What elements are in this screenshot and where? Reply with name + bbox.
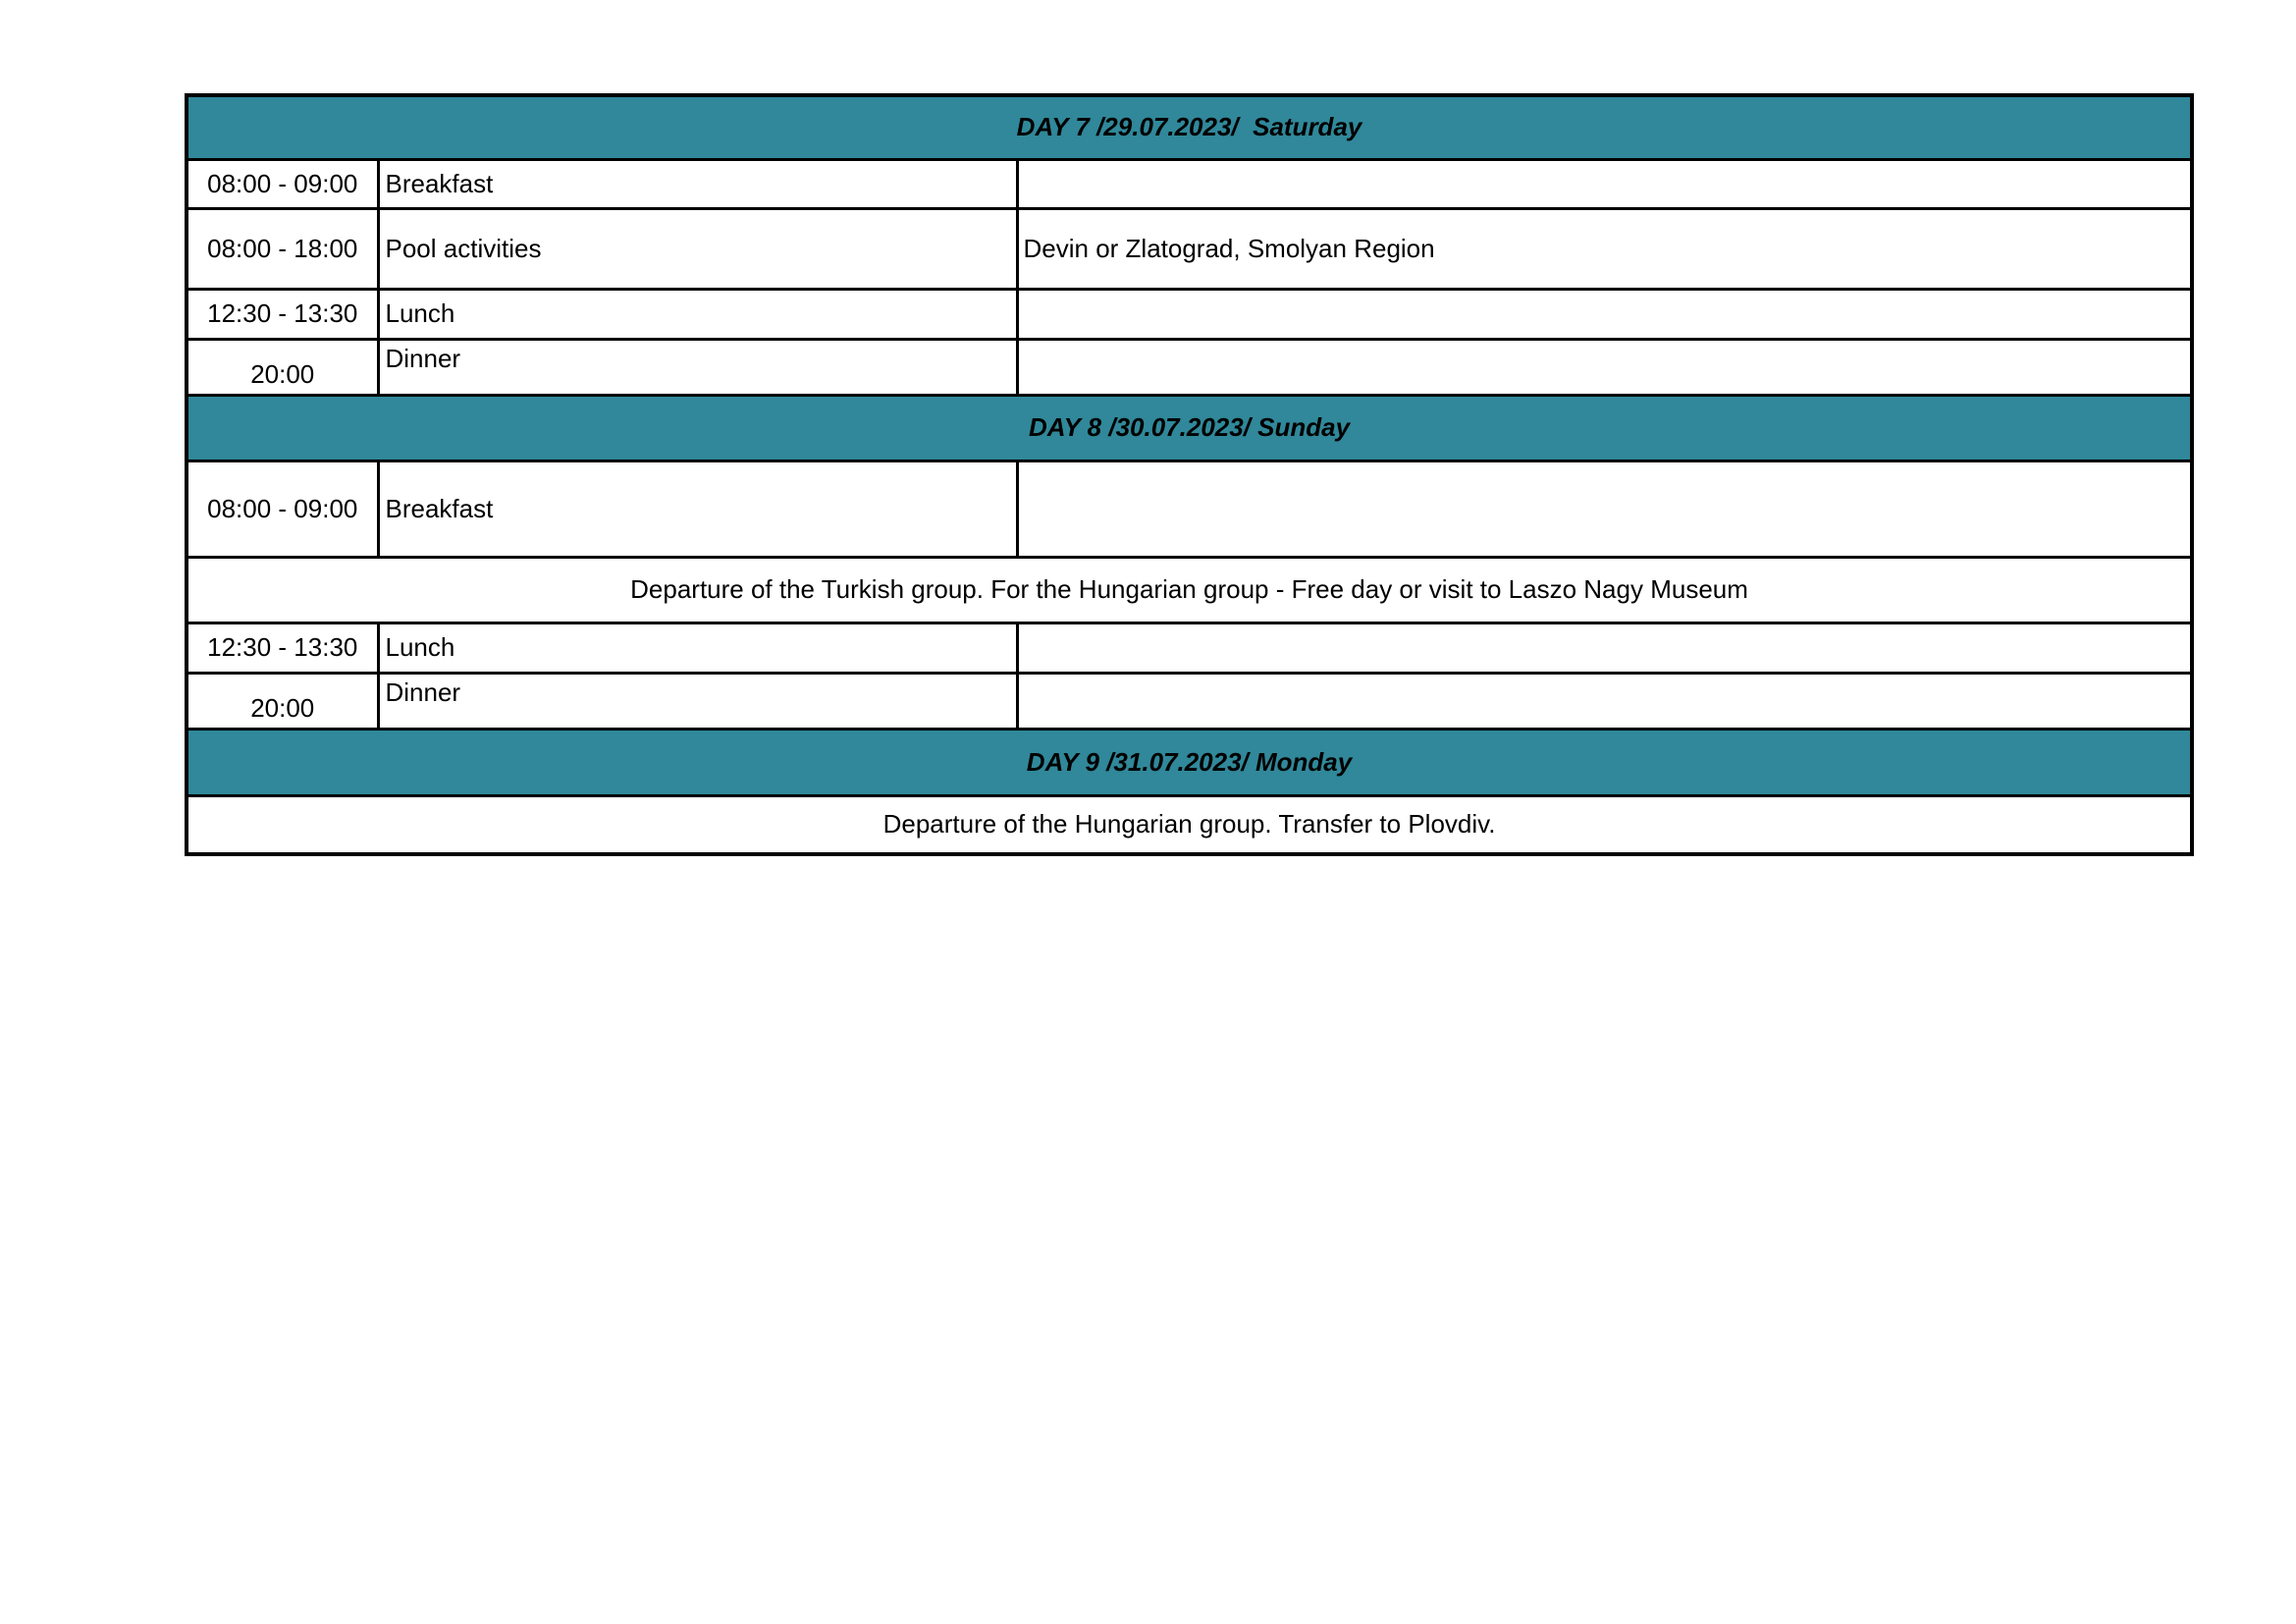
time-cell: 20:00: [187, 673, 378, 729]
schedule-row-lunch-day7: [187, 289, 2192, 339]
day-9-header: DAY 9 /31.07.2023/ Monday: [187, 729, 2192, 795]
note-cell: [1017, 339, 2192, 395]
activity-cell: Lunch: [378, 289, 1017, 339]
time-cell: 08:00 - 09:00: [187, 159, 378, 208]
time-cell: 12:30 - 13:30: [187, 289, 378, 339]
activity-cell: Pool activities: [378, 208, 1017, 289]
activity-cell: Dinner: [378, 673, 1017, 729]
note-cell: [1017, 289, 2192, 339]
activity-cell: Breakfast: [378, 460, 1017, 557]
time-cell: 08:00 - 18:00: [187, 208, 378, 289]
time-cell: 08:00 - 09:00: [187, 460, 378, 557]
note-cell: [1017, 623, 2192, 673]
day-9-header-row: [187, 729, 2192, 795]
schedule-row-breakfast-day8: [187, 460, 2192, 557]
note-cell: [1017, 159, 2192, 208]
departure-row-day9: [187, 795, 2192, 854]
note-cell: [1017, 673, 2192, 729]
schedule-row-pool-day7: [187, 208, 2192, 289]
itinerary-table: [185, 93, 2194, 856]
departure-note: Departure of the Turkish group. For the Hungarian group - Free day or visit to Laszo Nagy Museum: [187, 557, 2192, 623]
day-8-header: DAY 8 /30.07.2023/ Sunday: [187, 395, 2192, 460]
activity-cell: Dinner: [378, 339, 1017, 395]
day-7-header: DAY 7 /29.07.2023/ Saturday: [187, 95, 2192, 159]
activity-cell: Lunch: [378, 623, 1017, 673]
time-cell: 20:00: [187, 339, 378, 395]
note-cell: [1017, 460, 2192, 557]
departure-note: Departure of the Hungarian group. Transfer to Plovdiv.: [187, 795, 2192, 854]
note-cell: Devin or Zlatograd, Smolyan Region: [1017, 208, 2192, 289]
schedule-row-lunch-day8: [187, 623, 2192, 673]
activity-cell: Breakfast: [378, 159, 1017, 208]
day-8-header-row: [187, 395, 2192, 460]
day-7-header-row: [187, 95, 2192, 159]
schedule-row-dinner-day7: [187, 339, 2192, 395]
schedule-row-dinner-day8: [187, 673, 2192, 729]
schedule-row-breakfast-day7: [187, 159, 2192, 208]
time-cell: 12:30 - 13:30: [187, 623, 378, 673]
departure-row-day8: [187, 557, 2192, 623]
